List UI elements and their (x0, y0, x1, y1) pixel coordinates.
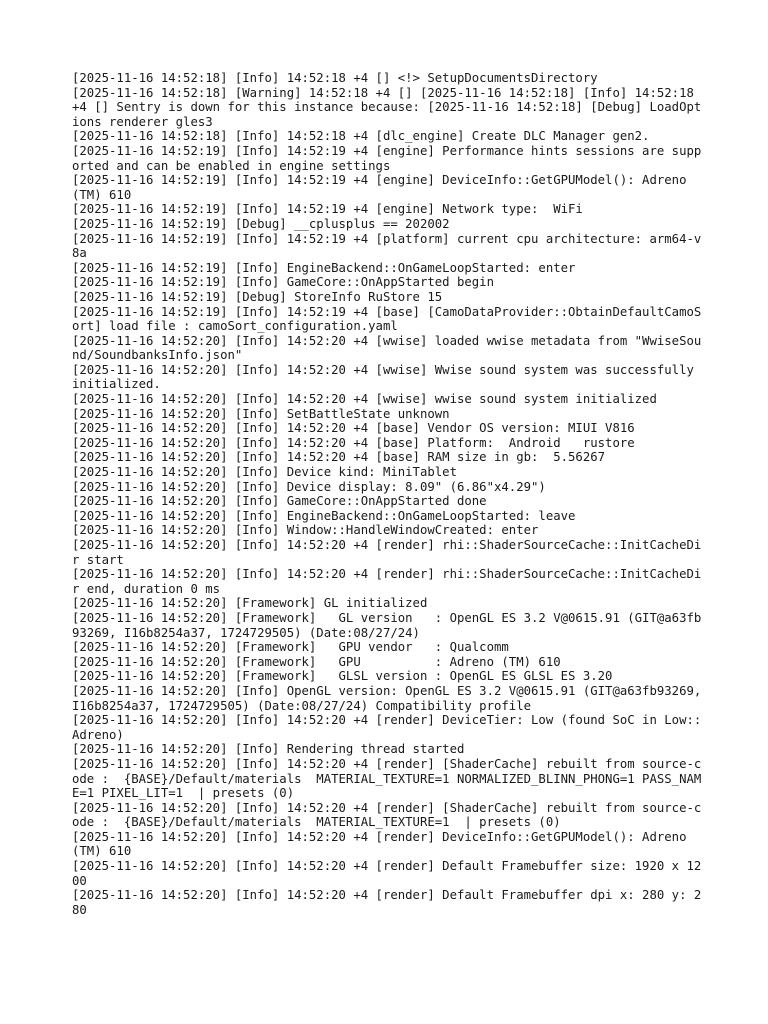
log-line: [2025-11-16 14:52:20] [Info] EngineBackend::OnGameLoopStarted: leave (72, 508, 576, 523)
log-line: [2025-11-16 14:52:18] [Info] 14:52:18 +4 [dlc_engine] Create DLC Manager gen2. (72, 129, 650, 144)
log-line: [2025-11-16 14:52:19] [Info] 14:52:19 +4 [engine] DeviceInfo::GetGPUModel(): Adreno (TM) 610 (72, 173, 694, 202)
log-line: [2025-11-16 14:52:20] [Info] Device kind: MiniTablet (72, 465, 457, 480)
log-text (72, 71, 709, 917)
log-line: [2025-11-16 14:52:20] [Info] Rendering thread started (72, 742, 465, 757)
log-line: [2025-11-16 14:52:20] [Framework] GPU vendor : Qualcomm (72, 640, 509, 655)
log-line: [2025-11-16 14:52:20] [Info] 14:52:20 +4 [wwise] Wwise sound system was successfully initialized. (72, 362, 702, 392)
log-line: [2025-11-16 14:52:20] [Info] SetBattleState unknown (72, 406, 450, 421)
log-line: [2025-11-16 14:52:20] [Info] 14:52:20 +4 [wwise] wwise sound system initialized (72, 392, 657, 407)
log-line: [2025-11-16 14:52:18] [Info] 14:52:18 +4 [] <!> SetupDocumentsDirectory (72, 71, 598, 85)
log-line: [2025-11-16 14:52:20] [Framework] GL version : OpenGL ES 3.2 V@0615.91 (GIT@a63fb93269, I16b8254a37, 1724729505) (Date:08/27/24) (72, 610, 702, 640)
log-line: [2025-11-16 14:52:20] [Info] 14:52:20 +4 [render] Default Framebuffer size: 1920 x 1200 (72, 859, 702, 888)
log-line: [2025-11-16 14:52:19] [Info] EngineBackend::OnGameLoopStarted: enter (72, 260, 576, 275)
log-line: [2025-11-16 14:52:18] [Warning] 14:52:18 +4 [] [2025-11-16 14:52:18] [Info] 14:52:18 +4 [] Sentry is down for this instance because: [2025-11-16 14:52:18] [Debug] LoadOptions renderer gles3 (72, 85, 702, 129)
log-line: [2025-11-16 14:52:20] [Info] 14:52:20 +4 [base] Platform: Android rustore (72, 435, 635, 450)
log-line: [2025-11-16 14:52:20] [Info] 14:52:20 +4 [base] RAM size in gb: 5.56267 (72, 450, 606, 465)
log-line: [2025-11-16 14:52:20] [Info] GameCore::OnAppStarted done (72, 494, 487, 509)
log-line: [2025-11-16 14:52:20] [Info] 14:52:20 +4 [wwise] loaded wwise metadata from "WwiseSound/SoundbanksInfo.json" (72, 333, 702, 363)
log-line: [2025-11-16 14:52:20] [Info] 14:52:20 +4 [render] [ShaderCache] rebuilt from source-code : {BASE}/Default/materials MATERIAL_TEXTURE=1 NORMALIZED_BLINN_PHONG=1 PASS_NAME=1 PIXEL_LIT=1 | presets (0) (72, 756, 702, 801)
log-line: [2025-11-16 14:52:20] [Info] 14:52:20 +4 [render] rhi::ShaderSourceCache::InitCacheDir end, duration 0 ms (72, 567, 702, 596)
log-line: [2025-11-16 14:52:19] [Debug] __cplusplus == 202002 (72, 216, 450, 231)
log-line: [2025-11-16 14:52:20] [Info] 14:52:20 +4 [render] DeviceInfo::GetGPUModel(): Adreno (TM) 610 (72, 829, 694, 859)
log-line: [2025-11-16 14:52:20] [Framework] GL initialized (72, 596, 428, 611)
log-line: [2025-11-16 14:52:20] [Info] 14:52:20 +4 [render] [ShaderCache] rebuilt from source-code : {BASE}/Default/materials MATERIAL_TEXTURE=1 | presets (0) (72, 800, 702, 830)
log-line: [2025-11-16 14:52:19] [Info] 14:52:19 +4 [platform] current cpu architecture: arm64-v8a (72, 231, 702, 261)
log-line: [2025-11-16 14:52:19] [Info] 14:52:19 +4 [engine] Performance hints sessions are supported and can be enabled in engine settings (72, 143, 702, 173)
log-line: [2025-11-16 14:52:20] [Info] Window::HandleWindowCreated: enter (72, 523, 539, 538)
log-line: [2025-11-16 14:52:20] [Framework] GLSL version : OpenGL ES GLSL ES 3.20 (72, 669, 613, 684)
log-line: [2025-11-16 14:52:20] [Info] 14:52:20 +4 [render] Default Framebuffer dpi x: 280 y: 280 (72, 888, 702, 917)
log-line: [2025-11-16 14:52:20] [Info] Device display: 8.09" (6.86"x4.29") (72, 479, 546, 494)
log-line: [2025-11-16 14:52:20] [Framework] GPU : Adreno (TM) 610 (72, 654, 561, 669)
log-line: [2025-11-16 14:52:20] [Info] 14:52:20 +4 [render] DeviceTier: Low (found SoC in Low::Adreno) (72, 713, 702, 742)
log-line: [2025-11-16 14:52:19] [Debug] StoreInfo RuStore 15 (72, 289, 443, 304)
log-line: [2025-11-16 14:52:20] [Info] 14:52:20 +4 [base] Vendor OS version: MIUI V816 (72, 421, 635, 436)
log-line: [2025-11-16 14:52:19] [Info] 14:52:19 +4 [base] [CamoDataProvider::ObtainDefaultCamoSort] load file : camoSort_configuration.yaml (72, 304, 702, 334)
log-line: [2025-11-16 14:52:20] [Info] OpenGL version: OpenGL ES 3.2 V@0615.91 (GIT@a63fb93269, I16b8254a37, 1724729505) (Date:08/27/24) Compatibility profile (72, 683, 709, 713)
log-line: [2025-11-16 14:52:20] [Info] 14:52:20 +4 [render] rhi::ShaderSourceCache::InitCacheDir start (72, 538, 702, 567)
log-line: [2025-11-16 14:52:19] [Info] 14:52:19 +4 [engine] Network type: WiFi (72, 202, 583, 217)
log-line: [2025-11-16 14:52:19] [Info] GameCore::OnAppStarted begin (72, 275, 494, 290)
